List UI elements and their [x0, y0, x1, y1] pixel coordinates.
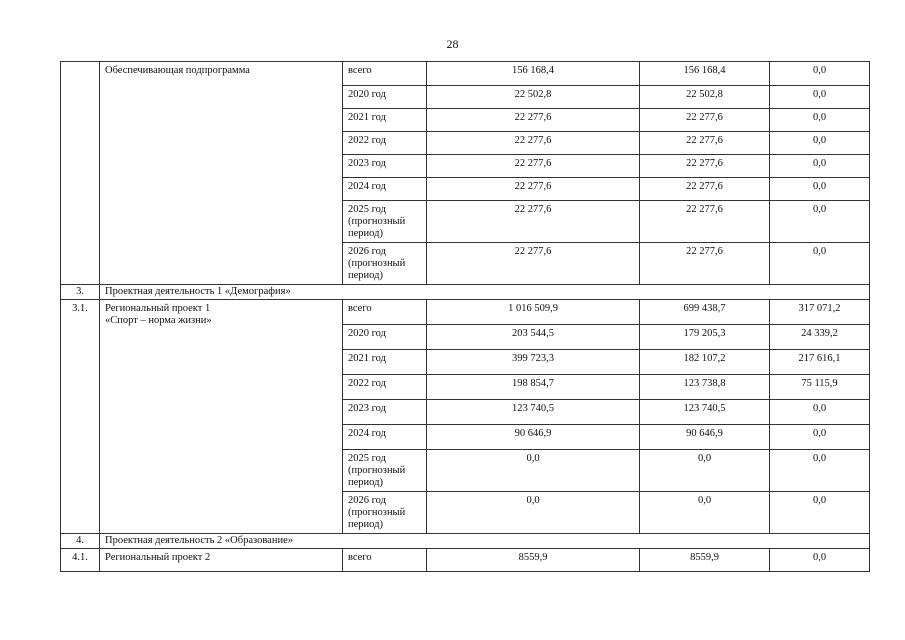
- period-cell: 2025 год (прогнозный период): [343, 450, 427, 492]
- amount-cell: 0,0: [770, 243, 870, 285]
- period-cell: 2024 год: [343, 178, 427, 201]
- amount-cell: 0,0: [770, 132, 870, 155]
- row-number: 4.1.: [61, 549, 100, 572]
- total-cell: 22 277,6: [427, 201, 640, 243]
- period-cell: 2025 год (прогнозный период): [343, 201, 427, 243]
- project-name: [100, 300, 343, 534]
- total-cell: 399 723,3: [427, 350, 640, 375]
- period-cell: 2020 год: [343, 86, 427, 109]
- amount-cell: 22 277,6: [640, 155, 770, 178]
- amount-cell: 0,0: [770, 109, 870, 132]
- total-cell: 156 168,4: [427, 62, 640, 86]
- period-cell: 2024 год: [343, 425, 427, 450]
- total-cell: 123 740,5: [427, 400, 640, 425]
- amount-cell: 8559,9: [640, 549, 770, 572]
- total-cell: 203 544,5: [427, 325, 640, 350]
- total-cell: 22 277,6: [427, 132, 640, 155]
- amount-cell: 24 339,2: [770, 325, 870, 350]
- amount-cell: 317 071,2: [770, 300, 870, 325]
- page-number: 28: [446, 37, 459, 51]
- amount-cell: 22 277,6: [640, 109, 770, 132]
- total-cell: 22 277,6: [427, 109, 640, 132]
- amount-cell: 0,0: [770, 425, 870, 450]
- amount-cell: 22 277,6: [640, 201, 770, 243]
- section-heading-row: [61, 534, 870, 549]
- period-cell: 2020 год: [343, 325, 427, 350]
- total-cell: 22 277,6: [427, 178, 640, 201]
- project-name-line: «Спорт – норма жизни»: [105, 315, 212, 326]
- amount-cell: 182 107,2: [640, 350, 770, 375]
- amount-cell: 0,0: [640, 492, 770, 534]
- amount-cell: 22 502,8: [640, 86, 770, 109]
- period-cell: 2023 год: [343, 155, 427, 178]
- row-number: [61, 62, 100, 285]
- amount-cell: 0,0: [770, 400, 870, 425]
- total-cell: 22 277,6: [427, 155, 640, 178]
- section-heading-row: [61, 285, 870, 300]
- amount-cell: 123 740,5: [640, 400, 770, 425]
- amount-cell: 0,0: [770, 201, 870, 243]
- amount-cell: 90 646,9: [640, 425, 770, 450]
- total-cell: 22 277,6: [427, 243, 640, 285]
- total-cell: 0,0: [427, 492, 640, 534]
- amount-cell: 22 277,6: [640, 243, 770, 285]
- period-cell: 2021 год: [343, 350, 427, 375]
- budget-table: [60, 61, 870, 572]
- amount-cell: 0,0: [770, 86, 870, 109]
- row-number: 3.: [61, 285, 100, 300]
- period-cell: всего: [343, 549, 427, 572]
- period-cell: 2026 год (прогнозный период): [343, 243, 427, 285]
- total-cell: 198 854,7: [427, 375, 640, 400]
- amount-cell: 0,0: [770, 178, 870, 201]
- amount-cell: 0,0: [770, 450, 870, 492]
- amount-cell: 0,0: [770, 492, 870, 534]
- project-name: Региональный проект 2: [100, 549, 343, 572]
- amount-cell: 75 115,9: [770, 375, 870, 400]
- amount-cell: 0,0: [770, 155, 870, 178]
- program-name: Обеспечивающая подпрограмма: [100, 62, 343, 285]
- total-cell: 8559,9: [427, 549, 640, 572]
- total-cell: 22 502,8: [427, 86, 640, 109]
- amount-cell: 699 438,7: [640, 300, 770, 325]
- amount-cell: 22 277,6: [640, 132, 770, 155]
- period-cell: 2022 год: [343, 375, 427, 400]
- section-title: Проектная деятельность 2 «Образование»: [100, 534, 870, 549]
- row-number: 3.1.: [61, 300, 100, 534]
- period-cell: 2022 год: [343, 132, 427, 155]
- amount-cell: 22 277,6: [640, 178, 770, 201]
- period-cell: 2023 год: [343, 400, 427, 425]
- period-cell: всего: [343, 62, 427, 86]
- table-row: [61, 549, 870, 572]
- amount-cell: 217 616,1: [770, 350, 870, 375]
- section-title: Проектная деятельность 1 «Демография»: [100, 285, 870, 300]
- period-cell: всего: [343, 300, 427, 325]
- row-number: 4.: [61, 534, 100, 549]
- total-cell: 1 016 509,9: [427, 300, 640, 325]
- amount-cell: 0,0: [770, 549, 870, 572]
- amount-cell: 179 205,3: [640, 325, 770, 350]
- amount-cell: 0,0: [640, 450, 770, 492]
- amount-cell: 156 168,4: [640, 62, 770, 86]
- table-row: [61, 300, 870, 325]
- period-cell: 2026 год (прогнозный период): [343, 492, 427, 534]
- period-cell: 2021 год: [343, 109, 427, 132]
- total-cell: 0,0: [427, 450, 640, 492]
- total-cell: 90 646,9: [427, 425, 640, 450]
- amount-cell: 123 738,8: [640, 375, 770, 400]
- project-name-line: Региональный проект 1: [105, 303, 211, 314]
- amount-cell: 0,0: [770, 62, 870, 86]
- table-row: [61, 62, 870, 86]
